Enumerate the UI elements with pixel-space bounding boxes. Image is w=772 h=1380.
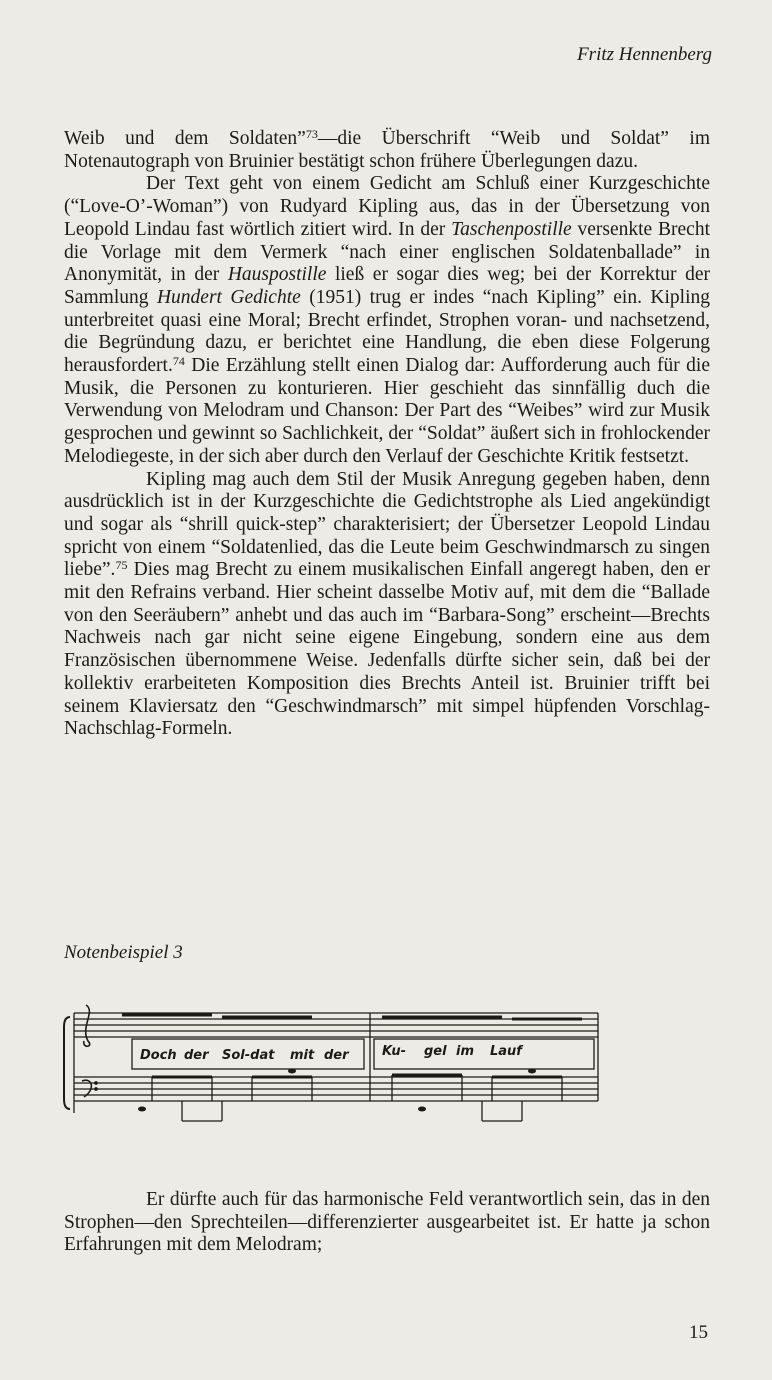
lyric-syllable: Lauf (490, 1044, 522, 1059)
title-hundert-gedichte: Hundert Gedichte (156, 286, 301, 308)
paragraph-3 (64, 469, 710, 741)
figure-caption: Notenbeispiel 3 (64, 942, 183, 963)
text-run: Weib und dem Soldaten” (64, 128, 306, 149)
footnote-ref-73: 73 (305, 127, 318, 141)
body-text (64, 128, 710, 741)
title-hauspostille: Hauspostille (227, 264, 327, 286)
text-run: Der Text geht von einem Gedicht am Schluß einer Kurzgeschichte (“Love-O’-Woman”) von Rudyard Kipling aus, das in der Übersetzung von Leopold Lindau fast wörtlich zitiert wird. In der (64, 173, 710, 240)
text-run: Dies mag Brecht zu einem musikalischen Einfall angeregt haben, den er mit den Refrains verband. Hier scheint dasselbe Motiv auf, mit dem die “Ballade von den Seeräubern” anhebt und das auch im “Barbara-Song” erscheint—Brechts Nachweis nach gar nicht seine eigene Eingebung, sondern eine aus dem Französischen übernommene Weise. Jedenfalls dürfte sicher sein, daß bei der kollektiv erarbeiteten Komposition dies Brechts Anteil ist. Bruinier trifft bei seinem Klaviersatz den “Geschwindmarsch” mit simpel hüpfenden Vorschlag-Nachschlag-Formeln. (64, 559, 710, 740)
text-run: Die Erzählung stellt einen Dialog dar: Aufforderung auch für die Musik, die Personen zu konturieren. Hier geschieht das sinnfällig duch die Verwendung von Melodram und Chanson: Der Part des “Weibes” wird zur Musik gesprochen und gewinnt so Sachlichkeit, der “Soldat” äußert sich in frohlockender Melodiegeste, in der sich aber durch den Verlauf der Geschichte Kritik festsetzt. (64, 355, 710, 467)
page-number: 15 (689, 1322, 708, 1343)
lyric-syllable: der (184, 1048, 209, 1063)
lyric-syllable: im (456, 1044, 475, 1059)
lyric-syllable: der (324, 1048, 349, 1063)
paragraph-4: Er dürfte auch für das harmonische Feld verantwortlich sein, das in den Strophen—den Sprechteilen—differenzierter ausgearbeitet ist. Er hatte ja schon Erfahrungen mit dem Melodram; (64, 1189, 710, 1256)
paragraph-2 (64, 173, 710, 468)
footnote-ref-75: 75 (115, 558, 128, 573)
running-head: Fritz Hennenberg (577, 44, 712, 65)
title-taschenpostille: Taschenpostille (451, 218, 572, 240)
lyric-syllable: gel (424, 1044, 447, 1059)
text-run: (1951) trug er indes “nach Kipling” ein. Kipling unterbreitet quasi eine Moral; Brecht erfindet, Strophen voran- und nachsetzend, die Begründung dazu, er berichtet eine Handlung, die eben diese Folgerung herausfordert. (64, 286, 710, 377)
lyric-syllable: Ku- (382, 1044, 407, 1059)
text-run: ließ er sogar dies weg; bei der Korrektur der Sammlung (64, 264, 710, 308)
body-text-continued (64, 1189, 710, 1257)
text-run: Kipling mag auch dem Stil der Musik Anregung gegeben haben, denn ausdrücklich ist in der Kurzgeschichte die Gedichtstrophe als Lied angekündigt und sogar als “shrill quick-step” charakterisiert; der Übersetzer Leopold Lindau spricht von einem “Soldatenlied, das die Leute beim Geschwindmarsch zu singen liebe”. (64, 468, 710, 581)
music-example-score (62, 997, 602, 1129)
text-run: —die Überschrift “Weib und Soldat” im Notenautograph von Bruinier bestätigt schon frühere Überlegungen dazu. (64, 128, 710, 172)
lyric-syllable: Sol-dat (222, 1048, 275, 1063)
text-run: versenkte Brecht die Vorlage mit dem Vermerk “nach einer englischen Soldatenballade” in Anonymität, in der (64, 218, 710, 286)
lyric-syllable: Doch (140, 1048, 177, 1063)
lyric-syllable: mit (290, 1048, 315, 1063)
footnote-ref-74: 74 (172, 354, 185, 369)
paragraph-1 (64, 128, 710, 173)
